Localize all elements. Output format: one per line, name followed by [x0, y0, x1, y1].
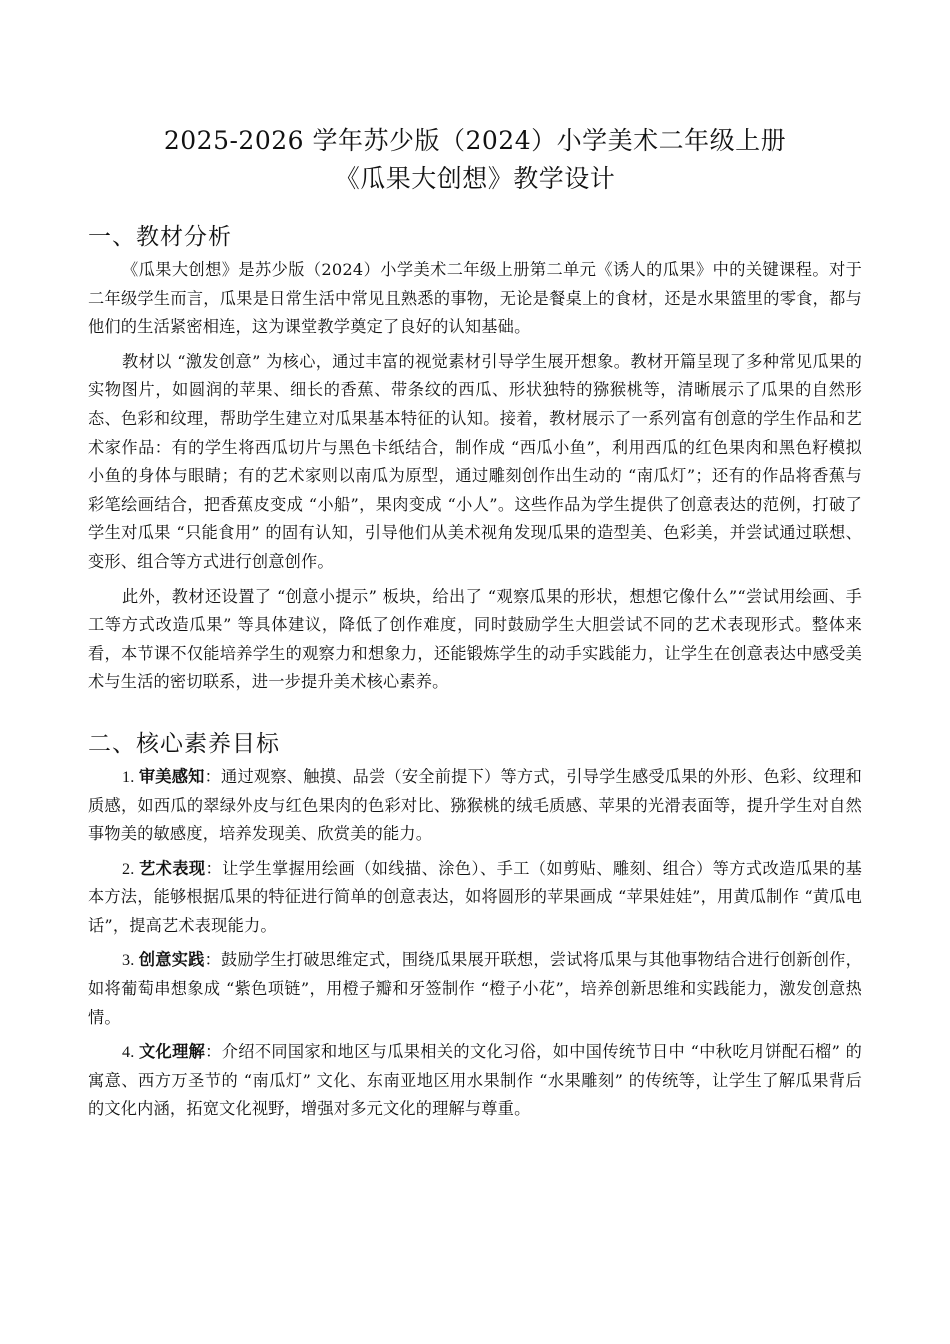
goal-artistic-expression — [88, 855, 862, 941]
section-heading-textbook-analysis: 一、教材分析 — [88, 224, 232, 250]
goal-label: 艺术表现 — [139, 858, 206, 878]
analysis-paragraph-1: 《瓜果大创想》是苏少版（2024）小学美术二年级上册第二单元《诱人的瓜果》中的关键课程。对于二年级学生而言，瓜果是日常生活中常见且熟悉的事物，无论是餐桌上的食材，还是水果篮里的零食，都与他们的生活紧密相连，这为课堂教学奠定了良好的认知基础。 — [88, 260, 862, 337]
goal-aesthetic-perception — [88, 763, 862, 849]
goal-creative-practice — [88, 946, 862, 1032]
goal-number: 4. — [122, 1043, 139, 1062]
analysis-paragraph-3: 此外，教材还设置了 “创意小提示” 板块，给出了 “观察瓜果的形状，想想它像什么”“尝试用绘画、手工等方式改造瓜果” 等具体建议，降低了创作难度，同时鼓励学生大胆尝试不同的艺术表现形式。整体来看，本节课不仅能培养学生的观察力和想象力，还能锻炼学生的动手实践能力，让学生在创意表达中感受美术与生活的密切联系，进一步提升美术核心素养。 — [88, 586, 862, 692]
document-title-line2: 《瓜果大创想》教学设计 — [334, 164, 616, 193]
goal-text: ：鼓励学生打破思维定式，围绕瓜果展开联想，尝试将瓜果与其他事物结合进行创新创作，如将葡萄串想象成 “紫色项链”，用橙子瓣和牙签制作 “橙子小花”，培养创新思维和实践能力，激发创意热情。 — [88, 950, 862, 1027]
goal-text: ：让学生掌握用绘画（如线描、涂色）、手工（如剪贴、雕刻、组合）等方式改造瓜果的基本方法，能够根据瓜果的特征进行简单的创意表达，如将圆形的苹果画成 “苹果娃娃”，用黄瓜制作 “黄瓜电话”，提高艺术表现能力。 — [88, 858, 862, 935]
analysis-paragraph-2: 教材以 “激发创意” 为核心，通过丰富的视觉素材引导学生展开想象。教材开篇呈现了多种常见瓜果的实物图片，如圆润的苹果、细长的香蕉、带条纹的西瓜、形状独特的猕猴桃等，清晰展示了瓜果的自然形态、色彩和纹理，帮助学生建立对瓜果基本特征的认知。接着，教材展示了一系列富有创意的学生作品和艺术家作品：有的学生将西瓜切片与黑色卡纸结合，制作成 “西瓜小鱼”，利用西瓜的红色果肉和黑色籽模拟小鱼的身体与眼睛；有的艺术家则以南瓜为原型，通过雕刻创作出生动的 “南瓜灯”；还有的作品将香蕉与彩笔绘画结合，把香蕉皮变成 “小船”，果肉变成 “小人”。这些作品为学生提供了创意表达的范例，打破了学生对瓜果 “只能食用” 的固有认知，引导他们从美术视角发现瓜果的造型美、色彩美，并尝试通过联想、变形、组合等方式进行创意创作。 — [88, 351, 862, 571]
goal-number: 1. — [122, 767, 139, 786]
goal-number: 3. — [122, 951, 139, 970]
goal-cultural-understanding — [88, 1038, 862, 1124]
goal-label: 文化理解 — [138, 1042, 206, 1062]
goal-label: 审美感知 — [138, 766, 205, 786]
goal-number: 2. — [122, 859, 140, 878]
goal-text: ：通过观察、触摸、品尝（安全前提下）等方式，引导学生感受瓜果的外形、色彩、纹理和质感，如西瓜的翠绿外皮与红色果肉的色彩对比、猕猴桃的绒毛质感、苹果的光滑表面等，提升学生对自然事物美的敏感度，培养发现美、欣赏美的能力。 — [88, 766, 862, 844]
document-page — [88, 122, 862, 1130]
section-heading-core-literacy-goals: 二、核心素养目标 — [88, 730, 280, 757]
goal-text: ：介绍不同国家和地区与瓜果相关的文化习俗，如中国传统节日中 “中秋吃月饼配石榴” 的寓意、西方万圣节的 “南瓜灯” 文化、东南亚地区用水果制作 “水果雕刻” 的传统等，让学生了解瓜果背后的文化内涵，拓宽文化视野，增强对多元文化的理解与尊重。 — [88, 1042, 862, 1119]
goal-label: 创意实践 — [138, 950, 205, 970]
document-title-line1: 2025-2026 学年苏少版（2024）小学美术二年级上册 — [163, 126, 787, 155]
